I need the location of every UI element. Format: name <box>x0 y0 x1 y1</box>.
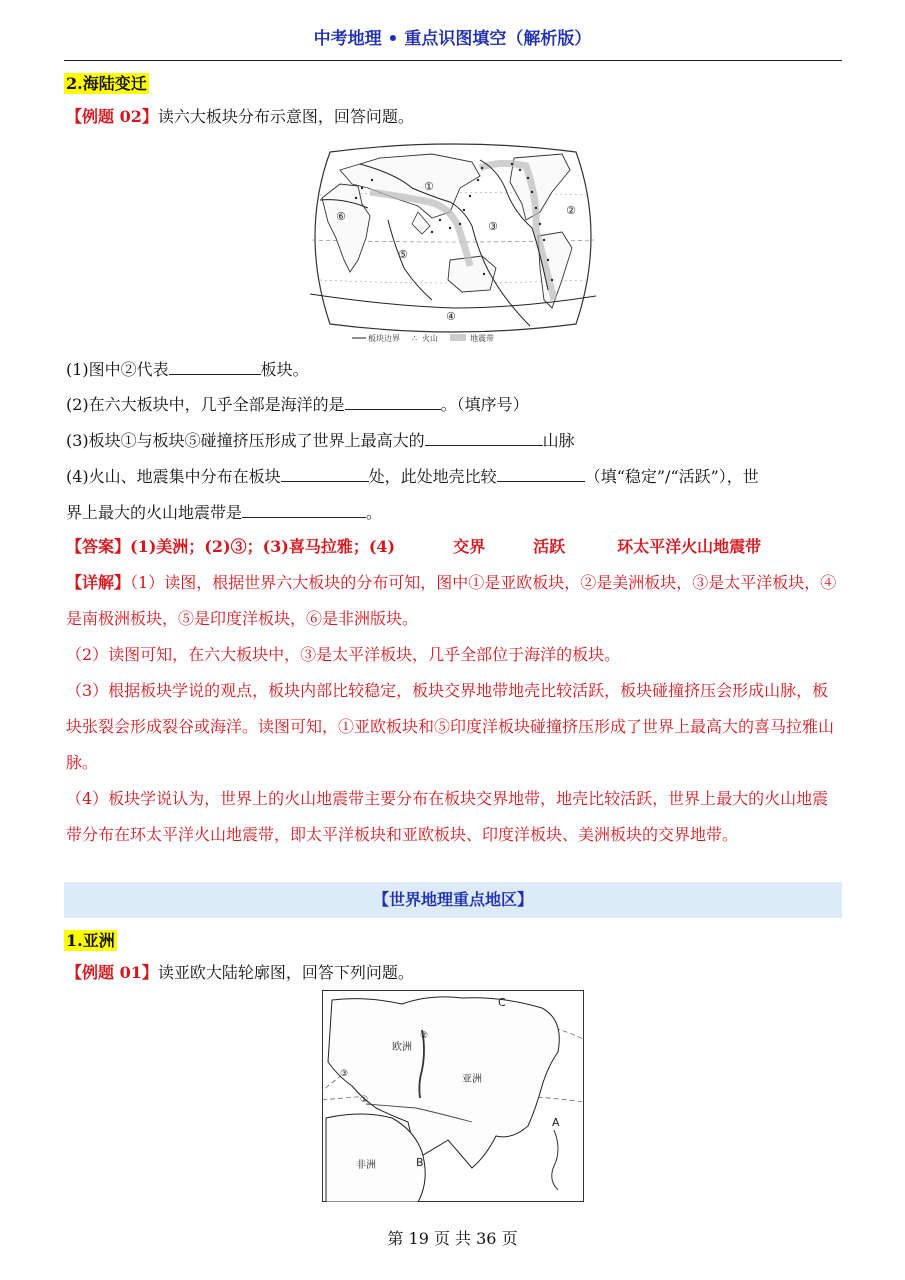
example-01-prompt <box>66 963 842 983</box>
label-a: A <box>552 1116 560 1129</box>
question-3-suffix: 山脉 <box>542 431 575 450</box>
label-num-3: ③ <box>340 1069 349 1079</box>
plates-map <box>300 140 606 344</box>
question-2-text: (2)在六大板块中，几乎全部是海洋的是 <box>66 395 345 414</box>
question-2 <box>66 393 842 415</box>
question-3-text: (3)板块①与板块⑤碰撞挤压形成了世界上最高大的 <box>66 431 425 450</box>
legend-quake-swatch <box>450 334 466 341</box>
explanation-p1-text: （1）读图，根据世界六大板块的分布可知，图中①是亚欧板块，②是美洲板块，③是太平洋板块，④是南极洲板块，⑤是印度洋板块，⑥是非洲版块。 <box>66 573 837 628</box>
explanation-p2: （2）读图可知，在六大板块中，③是太平洋板块，几乎全部位于海洋的板块。 <box>66 645 621 664</box>
plate-label-3: ③ <box>488 220 498 233</box>
question-2-blank[interactable] <box>345 393 441 410</box>
section-band: 【世界地理重点地区】 <box>64 882 842 918</box>
explanation-p1 <box>66 565 842 637</box>
question-4-blank-3[interactable] <box>242 501 366 518</box>
label-b: B <box>416 1156 424 1169</box>
question-1-suffix: 板块。 <box>260 360 309 379</box>
section-heading-asia <box>64 928 117 951</box>
explanation-p3: （3）根据板块学说的观点，板块内部比较稳定，板块交界地带地壳比较活跃，板块碰撞挤压会形成山脉，板块张裂会形成裂谷或海洋。读图可知，①亚欧板块和⑤印度洋板块碰撞挤压形成了世界上最高大的喜马拉雅山脉。 <box>66 681 835 772</box>
label-num-1: ① <box>360 1095 369 1105</box>
page-header-title: 中考地理 • 重点识图填空（解析版） <box>313 29 592 49</box>
plate-label-1: ① <box>424 180 434 193</box>
plate-label-2: ② <box>566 204 576 217</box>
section-heading-sea-land <box>64 71 149 94</box>
legend-volcano-icon: ∴ <box>412 334 418 343</box>
plate-label-5: ⑤ <box>398 248 408 261</box>
explanation-p4: （4）板块学说认为，世界上的火山地震带主要分布在板块交界地带，地壳比较活跃，世界上最大的火山地震带分布在环太平洋火山地震带，即太平洋板块和亚欧板块、印度洋板块、美洲板块的交界地带。 <box>66 789 829 844</box>
question-4-line-2 <box>66 501 842 523</box>
label-europe: 欧洲 <box>392 1042 412 1053</box>
question-3-blank[interactable] <box>425 429 543 446</box>
question-4-end: 。 <box>366 503 383 522</box>
example-01-prompt-text: 读亚欧大陆轮廓图，回答下列问题。 <box>157 963 414 982</box>
question-2-suffix: 。（填序号） <box>440 395 529 414</box>
eurasia-map <box>322 990 584 1202</box>
section-heading-text: 2.海陆变迁 <box>66 74 147 93</box>
question-4-text-2: 界上最大的火山地震带是 <box>66 503 243 522</box>
answer-text: (1)美洲；(2)③；(3)喜马拉雅；(4) <box>130 537 396 556</box>
question-4-blank-1[interactable] <box>281 465 369 482</box>
page-footer: 第 19 页 共 36 页 <box>387 1229 518 1248</box>
example-01-tag: 【例题 01】 <box>66 963 158 982</box>
answer-a2: 活跃 <box>533 537 566 556</box>
legend-quake-label: 地震带 <box>470 334 494 343</box>
label-africa: 非洲 <box>356 1160 376 1171</box>
label-num-2: ② <box>420 1031 429 1041</box>
question-4-text: (4)火山、地震集中分布在板块 <box>66 467 281 486</box>
example-tag: 【例题 02】 <box>66 107 158 126</box>
question-1-text: (1)图中②代表 <box>66 360 169 379</box>
legend-volcano-label: 火山 <box>422 334 438 343</box>
section-heading-asia-text: 1.亚洲 <box>66 931 115 950</box>
question-4-hint: （填“稳定”/“活跃”），世 <box>584 467 759 486</box>
question-4-blank-2[interactable] <box>497 465 585 482</box>
plate-label-6: ⑥ <box>336 210 346 223</box>
explanation-tag: 【详解】 <box>66 573 131 592</box>
label-asia: 亚洲 <box>462 1074 482 1085</box>
legend-boundary-label: 板块边界 <box>368 334 400 343</box>
label-c: C <box>498 996 506 1009</box>
answer-a1: 交界 <box>453 537 486 556</box>
question-3 <box>66 429 842 451</box>
question-1-blank[interactable] <box>169 358 261 375</box>
example-02-prompt <box>66 107 842 127</box>
answer-tag: 【答案】 <box>66 537 131 556</box>
question-4-line-1 <box>66 465 842 487</box>
header-divider <box>64 60 842 61</box>
example-prompt-text: 读六大板块分布示意图，回答问题。 <box>157 107 414 126</box>
answer-a3: 环太平洋火山地震带 <box>617 537 762 556</box>
answer-line <box>66 537 842 557</box>
question-1 <box>66 358 842 380</box>
plate-label-4: ④ <box>446 310 456 323</box>
question-4-middle: 处，此处地壳比较 <box>368 467 497 486</box>
